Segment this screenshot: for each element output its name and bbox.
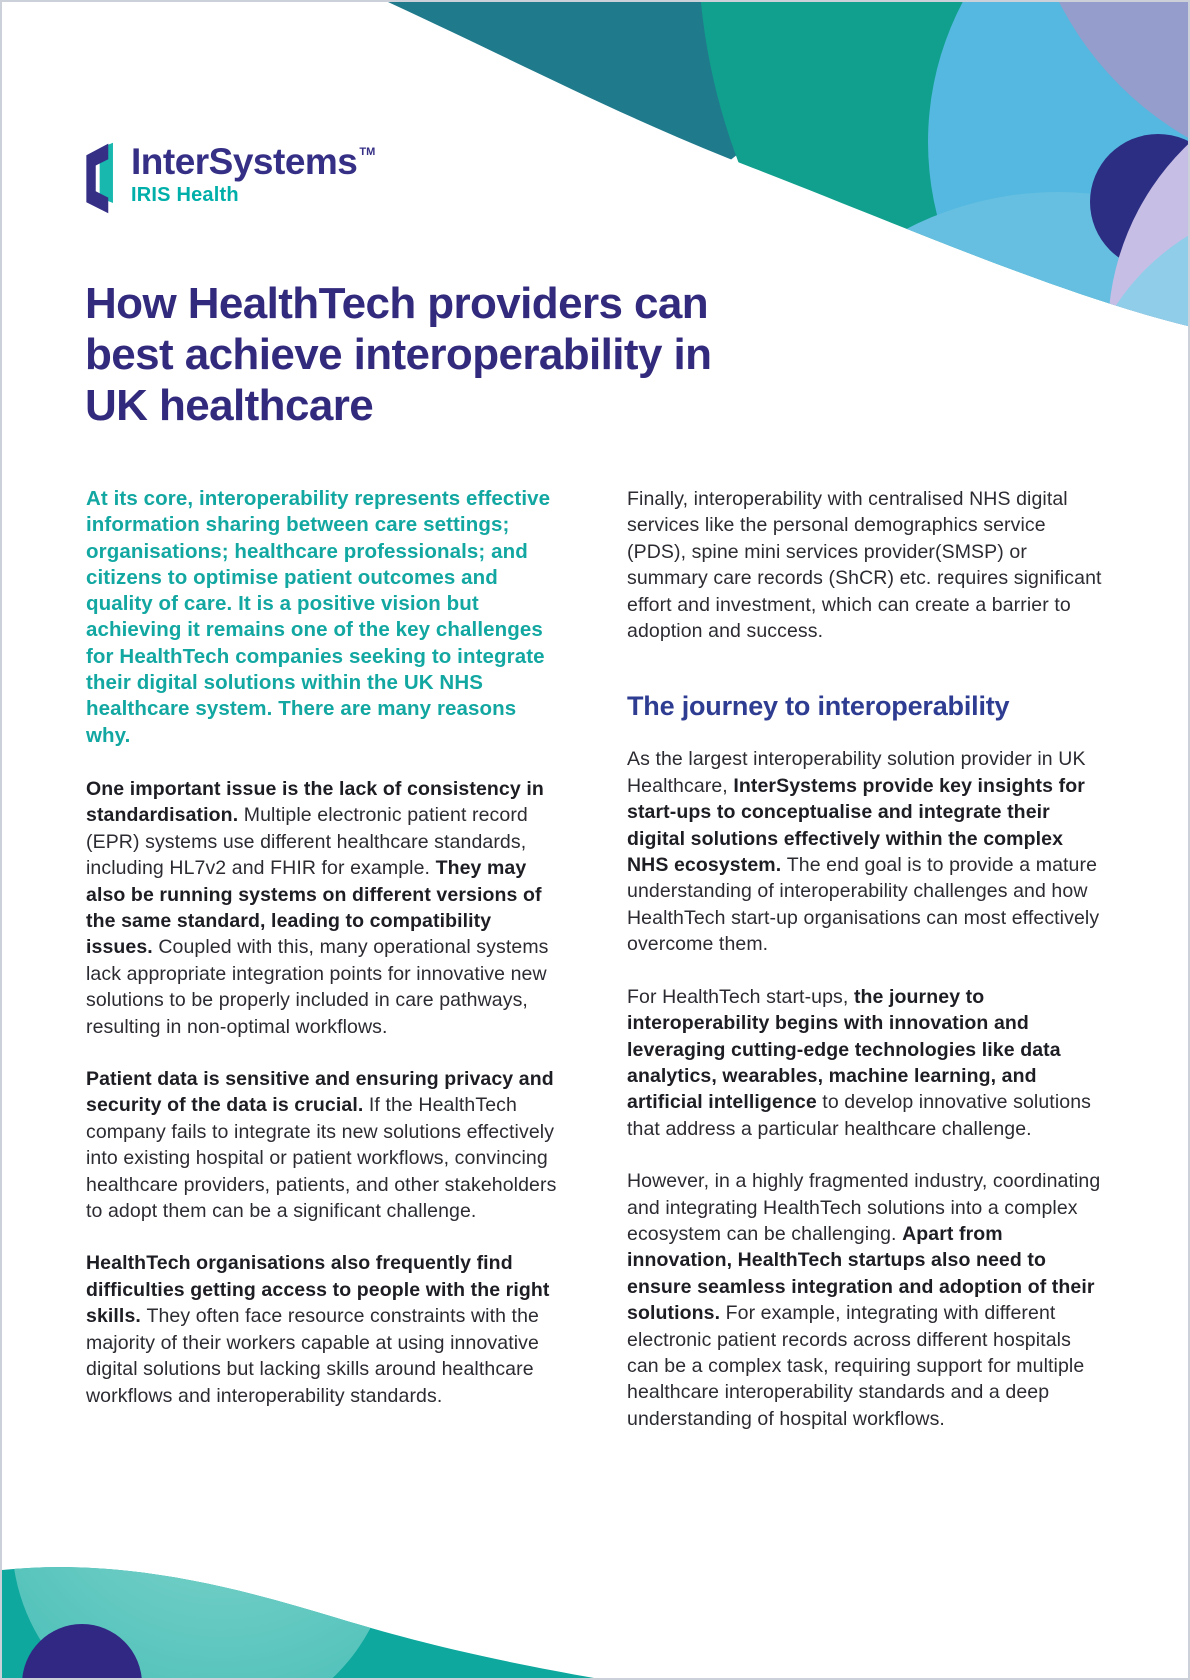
page-title: How HealthTech providers can best achieve interoperability in UK healthcare bbox=[85, 279, 712, 430]
paragraph-insights: As the largest interoperability solution provider in UK Healthcare, InterSystems provide key insights for start-ups to conceptualise and integrate their digital solutions effectively within the complex NHS ecosystem. The end goal is to provide a mature understanding of interoperability challenges and how HealthTech start-up organisations can most effectively overcome them. bbox=[627, 748, 1100, 956]
paragraph-nhs-services: Finally, interoperability with centralised NHS digital services like the personal demographics service (PDS), spine mini services provider(SMSP) or summary care records (ShCR) etc. requires significant effort and investment, which can create a barrier to adoption and success. bbox=[627, 488, 1102, 643]
paragraph-skills: HealthTech organisations also frequently find difficulties getting access to people with the right skills. They often face resource constraints with the majority of their workers capable at using innovative digital solutions but lacking skills around healthcare workflows and interoperability standards. bbox=[86, 1252, 550, 1407]
right-column bbox=[627, 486, 1104, 1458]
intersystems-logo bbox=[85, 142, 375, 214]
trademark-symbol: TM bbox=[359, 146, 376, 158]
body-columns bbox=[86, 486, 1104, 1458]
intro-paragraph: At its core, interoperability represents effective information sharing between care settings; organisations; healthcare professionals; and citizens to optimise patient outcomes and quality of care. It is a positive vision but achieving it remains one of the key challenges for HealthTech companies seeking to integrate their digital solutions within the UK NHS healthcare system. There are many reasons why. bbox=[86, 487, 551, 747]
section-heading: The journey to interoperability bbox=[627, 691, 1010, 722]
left-column bbox=[86, 486, 563, 1458]
intersystems-logo-icon bbox=[85, 142, 119, 214]
paragraph-standardisation: One important issue is the lack of consistency in standardisation. Multiple electronic patient record (EPR) systems use different healthcare standards, including HL7v2 and FHIR for example. They may also be running systems on different versions of the same standard, leading to compatibility issues. Coupled with this, many operational systems lack appropriate integration points for innovative new solutions to be properly included in care pathways, resulting in non-optimal workflows. bbox=[86, 777, 549, 1038]
bottom-left-decoration bbox=[2, 1560, 594, 1678]
product-name: IRIS Health bbox=[131, 184, 239, 206]
paragraph-innovation: For HealthTech start-ups, the journey to interoperability begins with innovation and leveraging cutting-edge technologies like data analytics, wearables, machine learning, and artificial intelligence to develop innovative solutions that address a particular healthcare challenge. bbox=[627, 985, 1091, 1140]
paragraph-integration: However, in a highly fragmented industry, coordinating and integrating HealthTech solutions into a complex ecosystem can be challenging. Apart from innovation, HealthTech startups also need to ensure seamless integration and adoption of their solutions. For example, integrating with different electronic patient records across different hospitals can be a complex task, requiring support for multiple healthcare interoperability standards and a deep understanding of hospital workflows. bbox=[627, 1170, 1101, 1430]
paragraph-patient-data: Patient data is sensitive and ensuring privacy and security of the data is crucial. If the HealthTech company fails to integrate its new solutions effectively into existing hospital or patient workflows, convincing healthcare providers, patients, and other stakeholders to adopt them can be a significant challenge. bbox=[86, 1068, 557, 1223]
brand-name: InterSystems bbox=[131, 141, 358, 182]
